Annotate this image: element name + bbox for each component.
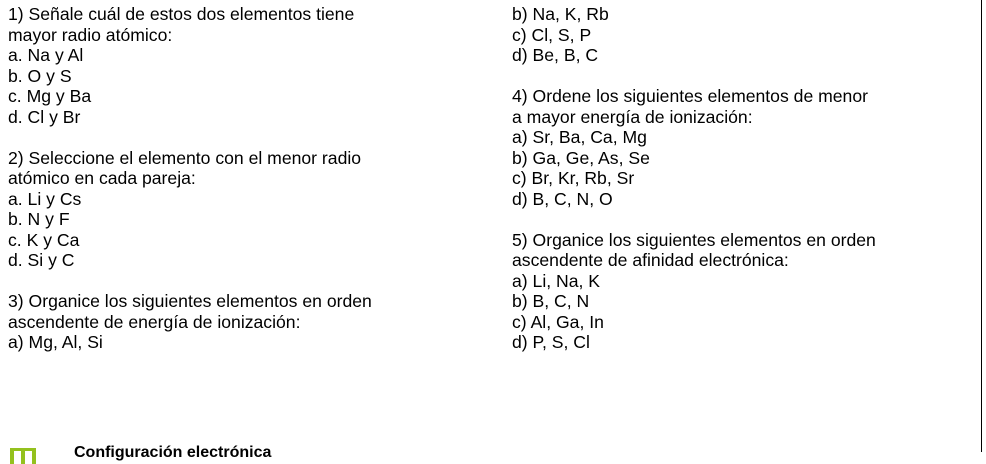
- text-line: d. Si y C: [8, 250, 75, 270]
- text-line: c) Cl, S, P: [512, 24, 592, 45]
- text-line: d) B, C, N, O: [512, 188, 613, 209]
- text-line: a. Li y Cs: [8, 188, 82, 209]
- text-line: b) Na, K, Rb: [512, 4, 609, 24]
- blank-line: [512, 209, 967, 230]
- text-line: c) Al, Ga, In: [512, 311, 604, 332]
- section-bars-icon: [10, 448, 36, 464]
- right-border-rule: [981, 0, 982, 452]
- text-line: c. Mg y Ba: [8, 86, 92, 106]
- text-line: a) Li, Na, K: [512, 270, 601, 291]
- text-line: 5) Organice los siguientes elementos en orden: [512, 229, 876, 250]
- blank-line: [8, 127, 478, 148]
- blank-line: [512, 66, 967, 87]
- text-line: d) Be, B, C: [512, 45, 599, 65]
- text-line: a. Na y Al: [8, 45, 84, 65]
- blank-line: [8, 271, 478, 292]
- text-line: 3) Organice los siguientes elementos en orden: [8, 291, 372, 311]
- text-line: ascendente de afinidad electrónica:: [512, 250, 789, 270]
- text-line: b. O y S: [8, 65, 72, 86]
- text-line: ascendente de energía de ionización:: [8, 311, 301, 332]
- text-line: b) Ga, Ge, As, Se: [512, 147, 650, 168]
- right-column: [512, 4, 967, 353]
- text-line: atómico en cada pareja:: [8, 168, 196, 188]
- text-line: a) Mg, Al, Si: [8, 332, 103, 352]
- section-header: [10, 442, 271, 462]
- left-column: [8, 4, 478, 353]
- text-line: b) B, C, N: [512, 291, 590, 311]
- text-line: 4) Ordene los siguientes elementos de menor: [512, 86, 868, 106]
- text-line: 2) Seleccione el elemento con el menor radio: [8, 147, 362, 168]
- text-line: c. K y Ca: [8, 229, 80, 250]
- text-line: a) Sr, Ba, Ca, Mg: [512, 127, 647, 147]
- text-line: d. Cl y Br: [8, 106, 81, 127]
- text-line: 1) Señale cuál de estos dos elementos tiene: [8, 4, 355, 24]
- text-line: d) P, S, Cl: [512, 332, 590, 352]
- section-title: Configuración electrónica: [74, 444, 272, 461]
- text-line: a mayor energía de ionización:: [512, 106, 753, 127]
- text-line: c) Br, Kr, Rb, Sr: [512, 168, 635, 188]
- text-line: mayor radio atómico:: [8, 24, 173, 45]
- text-line: b. N y F: [8, 209, 70, 229]
